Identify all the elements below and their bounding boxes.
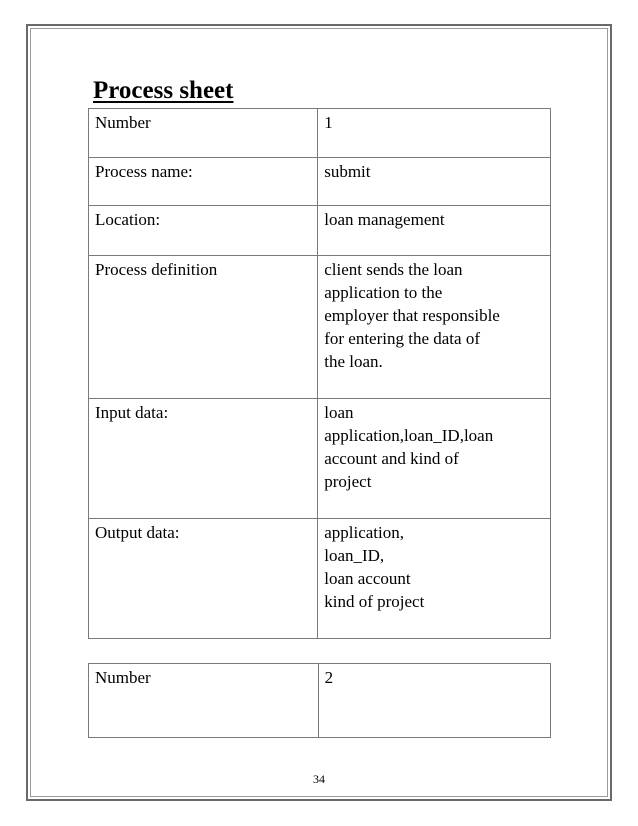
table-row-process-definition [89,256,551,399]
value-line: project [324,472,372,491]
row-label: Location: [89,206,318,256]
row-value [318,519,551,639]
process-table-1 [88,108,551,639]
row-value [318,206,551,256]
row-label: Process name: [89,158,318,206]
table-row-number [89,109,551,158]
value-line: loan [324,403,354,422]
row-value [318,158,551,206]
value-line: loan account [324,569,411,588]
row-label: Number [89,109,318,158]
value-line: application to the [324,283,443,302]
value-line: employer that responsible [324,306,500,325]
page-number: 34 [313,772,325,786]
value-line: for entering the data of [324,329,480,348]
process-table-2 [88,663,551,738]
row-value [318,109,551,158]
value-line: 2 [324,668,334,687]
row-label: Process definition [89,256,318,399]
value-line: application,loan_ID,loan [324,426,494,445]
row-value [318,664,550,738]
value-line: client sends the loan [324,260,463,279]
table-row-output-data [89,519,551,639]
value-line: account and kind of [324,449,459,468]
value-line: 1 [324,113,333,132]
table-row-input-data [89,399,551,519]
value-line: submit [324,162,371,181]
table-row-number [89,664,551,738]
page-title: Process sheet [93,77,234,104]
row-value [318,399,551,519]
value-line: loan management [324,210,445,229]
value-line: loan_ID, [324,546,385,565]
row-label: Input data: [89,399,318,519]
row-label: Output data: [89,519,318,639]
value-line: the loan. [324,352,383,371]
table-row-location [89,206,551,256]
value-line: kind of project [324,592,425,611]
row-value [318,256,551,399]
row-label: Number [89,664,319,738]
table-row-process-name [89,158,551,206]
value-line: application, [324,523,404,542]
